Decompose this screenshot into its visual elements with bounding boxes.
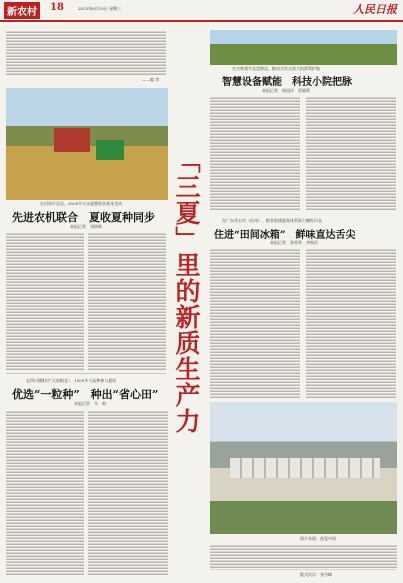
article-text-mid-right-col2 (306, 248, 396, 398)
kicker-top-right: 在吉林建平县盘锦县，粮动全环式放大机保驾护航 (232, 66, 320, 71)
divider (6, 373, 166, 374)
headline-mid-right: 住进“田间冰箱” 鲜味直达舌尖 (214, 230, 356, 241)
article-text-bottom-left-col1 (6, 410, 84, 576)
newspaper-logo: 人民日报 (353, 3, 397, 16)
page-number: 18 (50, 2, 64, 13)
issue-date: 2025年6月25日 星期三 (78, 6, 122, 11)
article-text-mid-right-col1 (210, 248, 300, 398)
page-header (0, 0, 403, 22)
article-text-top-right-col1 (210, 96, 300, 210)
editor-note-text (6, 30, 166, 76)
article-text-bottom-right (210, 544, 397, 570)
photo-caption: 图片来源：视觉中国 (300, 536, 336, 541)
article-text-top-right-col2 (306, 96, 396, 210)
section-label: 新农村 (4, 2, 40, 19)
byline-top-right: 本报记者 杨国庆 贾晓莉 (262, 88, 310, 93)
harvest-photo-top-left (6, 88, 168, 200)
feature-title: 「三夏」里的新质生产力 (172, 148, 201, 434)
article-text-mid-left-col2 (88, 232, 166, 370)
headline-bottom-left: 优选“一粒种” 种出“省心田” (12, 388, 159, 401)
editor-note-byline: ——编 者 (142, 77, 160, 82)
byline-bottom-left: 本报记者 马 帅 (74, 401, 106, 406)
headline-top-right: 智慧设备赋能 科技小院把脉 (222, 77, 352, 88)
article-text-mid-left-col1 (6, 232, 84, 370)
field-photo-top-right (210, 30, 397, 65)
headline-mid-left: 先进农机联合 夏收夏种同步 (12, 211, 155, 224)
byline-mid-left: 本报记者 刘锦新 (70, 224, 102, 229)
kicker-bottom-left: 在四川德阳市“天府粮仓”，1500多个品种参与夏收 (26, 378, 117, 383)
kicker-mid-right: 在广东茂名市（化州），粮食收储服务体系助力颗粒归仓 (222, 218, 322, 223)
layout-credit: 版式设计：张丹峰 (300, 572, 332, 577)
article-text-bottom-left-col2 (88, 410, 168, 576)
kicker-mid-left: 在河南许昌县，5500多万亩夏粮收获基本完成 (40, 201, 123, 206)
greenhouse-photo (210, 402, 397, 534)
byline-mid-right: 本报记者 余荣华 李秋怡 (270, 240, 318, 245)
